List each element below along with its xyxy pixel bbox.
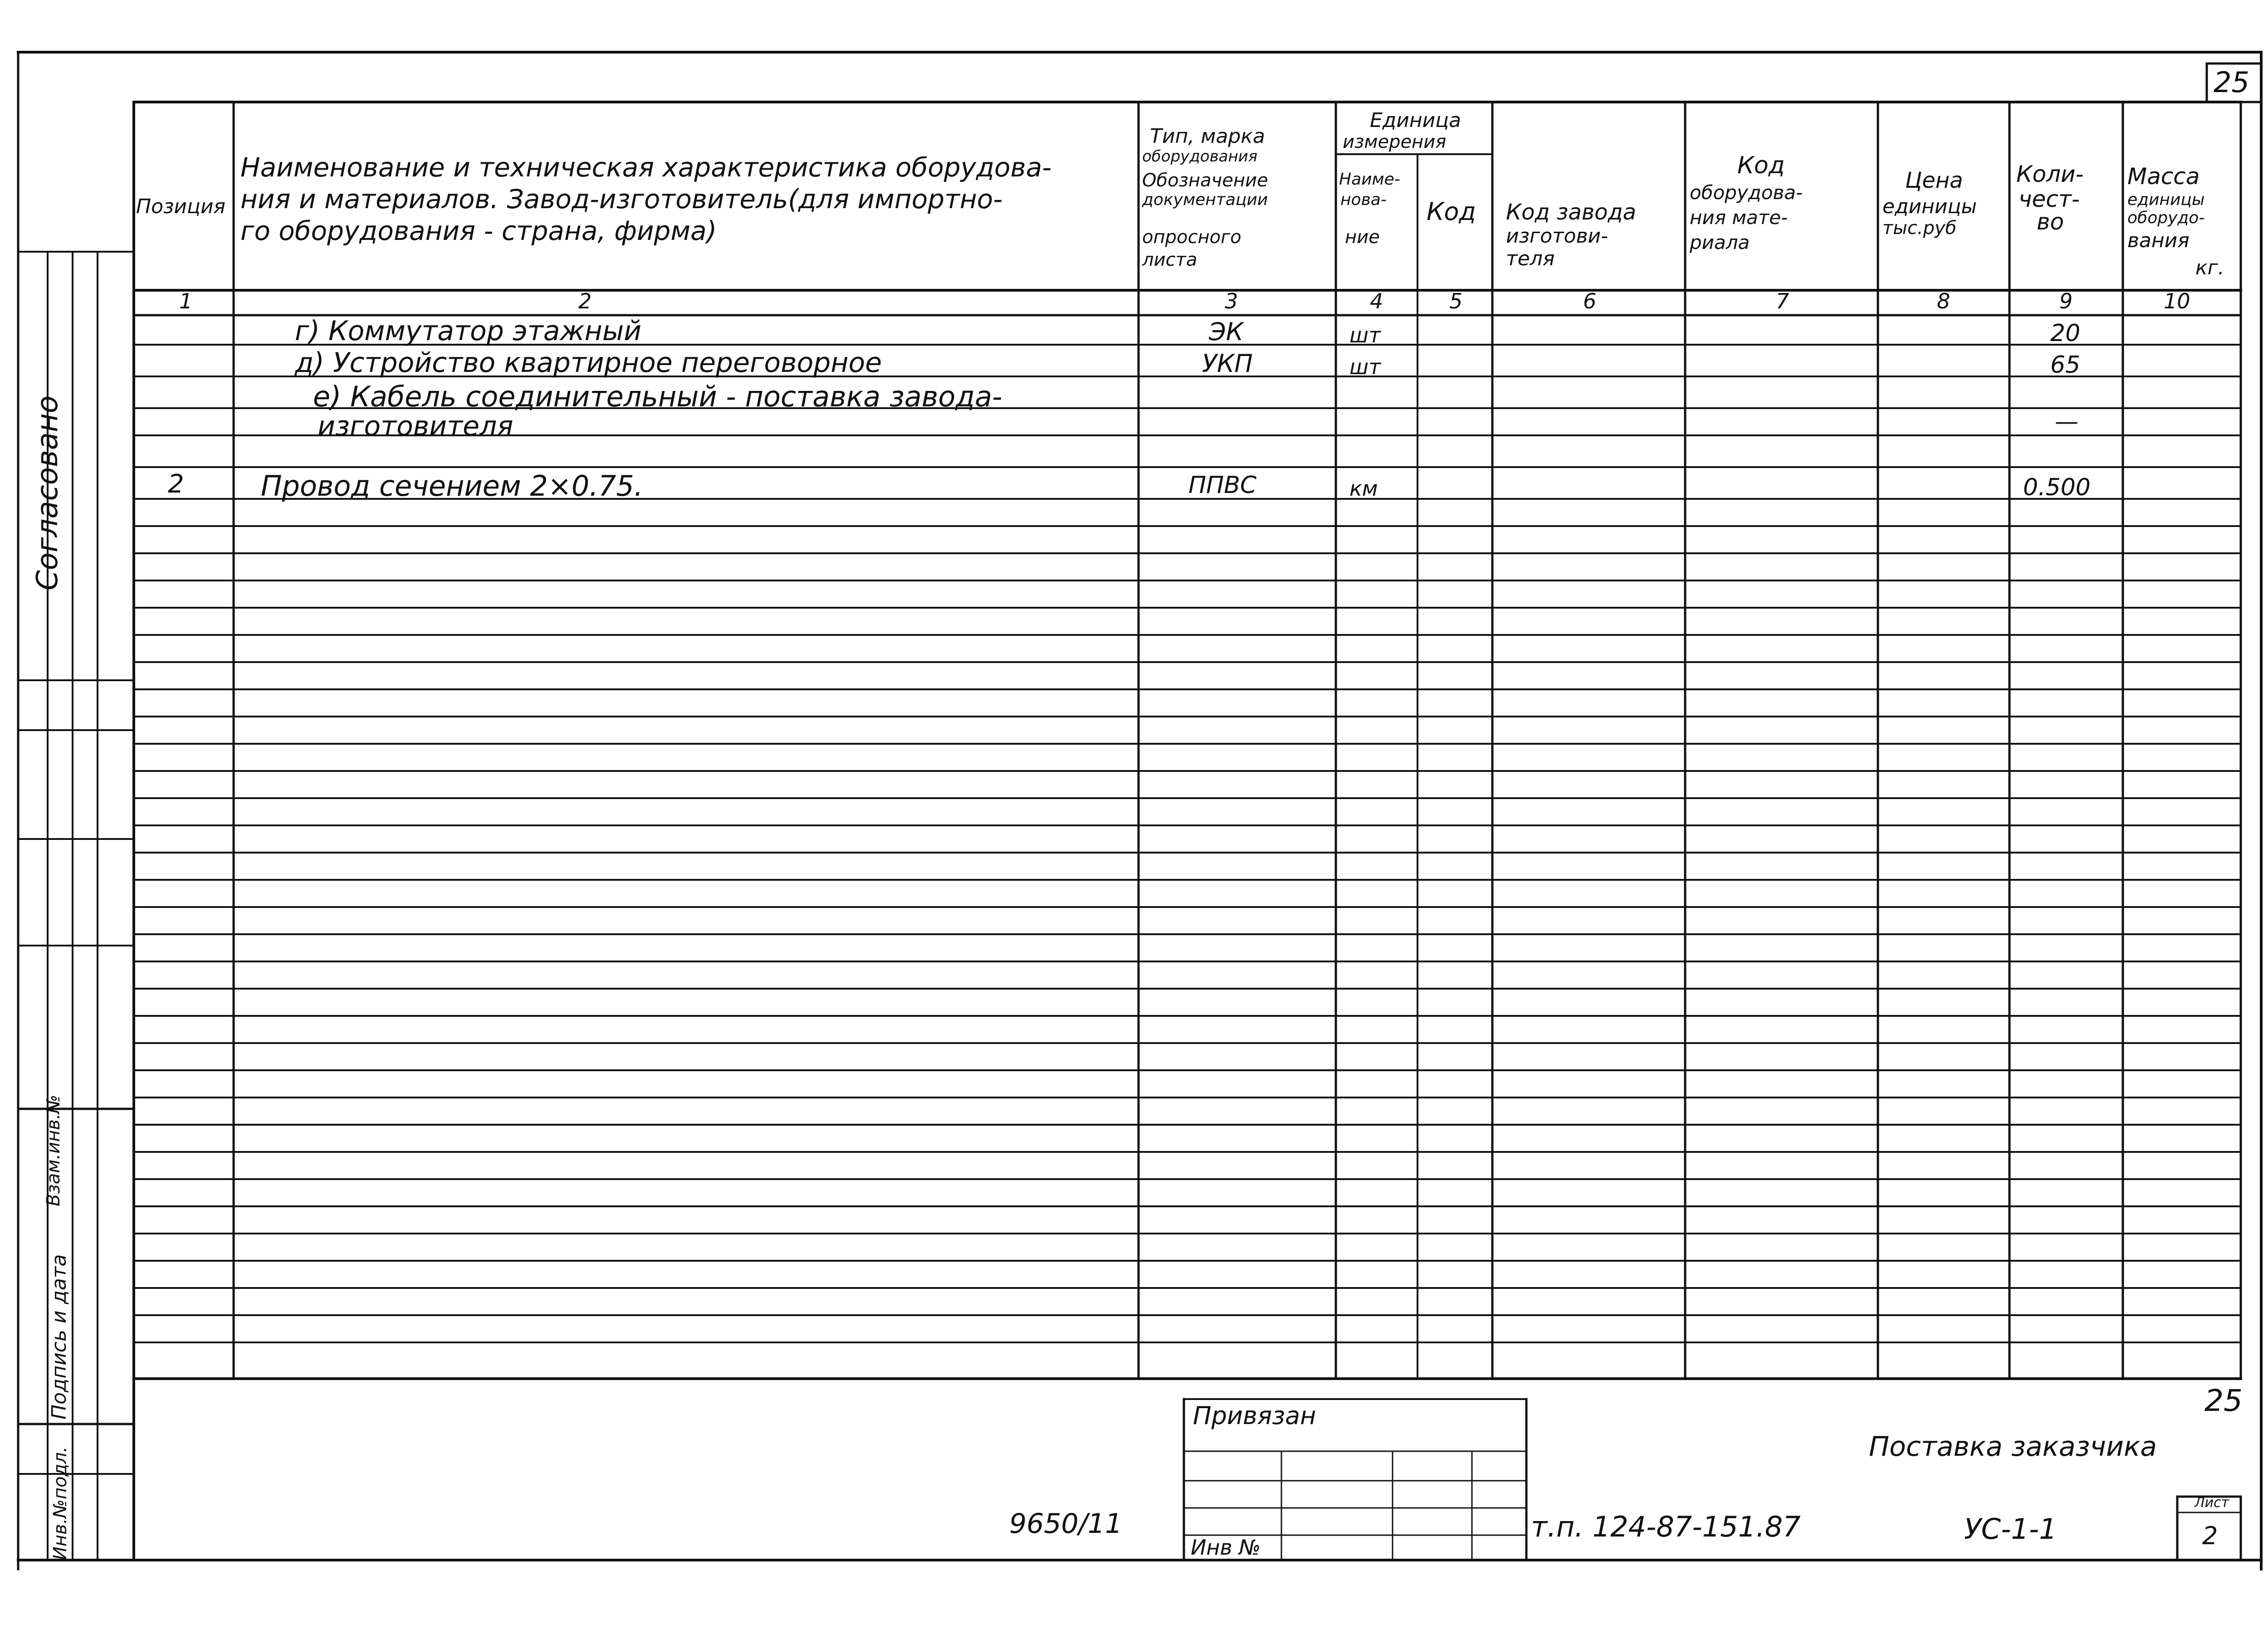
row-2-type: УКП <box>1202 349 1253 378</box>
row-1-unit: шт <box>1349 323 1381 347</box>
colnum-4: 4 <box>1370 289 1383 313</box>
row-1-qty: 20 <box>2050 320 2081 347</box>
row-1-name: г) Коммутатор этажный <box>295 315 642 347</box>
row-4-name: изготовителя <box>318 410 513 442</box>
header-col2-line3: го оборудования - страна, фирма) <box>240 215 717 246</box>
header-col6-line1: Код завода <box>1506 200 1637 225</box>
side-sign-date: Подпись и дата <box>48 1254 71 1419</box>
header-col4-line2: нова- <box>1340 190 1387 209</box>
title-sheet-value: 2 <box>2202 1522 2218 1550</box>
row-3-name: е) Кабель соединительный - поставка завода- <box>313 380 1002 413</box>
header-col4-line3: ние <box>1345 227 1380 248</box>
row-2-unit: шт <box>1349 355 1381 379</box>
header-col1: Позиция <box>136 195 226 218</box>
header-col5: Код <box>1427 197 1476 226</box>
colnum-7: 7 <box>1776 289 1789 313</box>
title-inv-no: Инв № <box>1191 1535 1261 1560</box>
header-col6-line3: теля <box>1506 247 1555 270</box>
header-col10-line1: Масса <box>2127 163 2200 190</box>
colnum-3: 3 <box>1225 289 1238 313</box>
header-col7-line4: риала <box>1690 231 1750 254</box>
header-col3-line1: Тип, марка <box>1150 125 1265 148</box>
colnum-2: 2 <box>578 289 592 313</box>
header-col3-line3: Обозначение <box>1142 170 1268 191</box>
title-page-num: 25 <box>2204 1383 2243 1418</box>
title-sheet-label: Лист <box>2195 1495 2229 1511</box>
colnum-9: 9 <box>2059 289 2073 313</box>
title-project: т.п. 124-87-151.87 <box>1531 1510 1801 1543</box>
colnum-5: 5 <box>1449 289 1463 313</box>
header-col8-line2: единицы <box>1882 195 1977 218</box>
colnum-6: 6 <box>1583 289 1597 313</box>
header-col3-line4: документации <box>1142 190 1268 209</box>
colnum-8: 8 <box>1937 289 1950 313</box>
colnum-10: 10 <box>2164 289 2190 313</box>
row-5-unit: км <box>1349 476 1378 501</box>
side-agreed: Согласовано <box>30 395 64 590</box>
header-col3-line5: опросного <box>1142 227 1242 248</box>
header-col2-line1: Наименование и техническая характеристика оборудова- <box>240 152 1052 183</box>
title-drawing-ref: 9650/11 <box>1009 1508 1123 1540</box>
row-4-qty: — <box>2055 408 2078 435</box>
header-col2-line2: ния и материалов. Завод-изготовитель(для импортно- <box>240 184 1003 215</box>
header-col9-line1: Коли- <box>2016 161 2084 187</box>
row-5-pos: 2 <box>168 469 184 499</box>
row-5-type: ППВС <box>1188 472 1257 499</box>
header-col6-line2: изготови- <box>1506 224 1608 248</box>
title-supply: Поставка заказчика <box>1869 1431 2157 1463</box>
colnum-1: 1 <box>179 289 193 313</box>
header-col8-line1: Цена <box>1905 168 1963 193</box>
title-bound: Привязан <box>1193 1401 1316 1430</box>
header-unit-group2: измерения <box>1343 132 1447 152</box>
row-1-type: ЭК <box>1209 317 1244 346</box>
header-col9-line3: во <box>2037 209 2064 235</box>
header-col3-line6: листа <box>1142 249 1198 270</box>
header-col7-line1: Код <box>1737 152 1785 179</box>
side-inv-orig: Инв.№подл. <box>50 1446 71 1560</box>
row-2-qty: 65 <box>2050 351 2081 379</box>
row-5-name: Провод сечением 2×0.75. <box>261 469 643 502</box>
side-inv-repl: Взам.инв.№ <box>43 1094 64 1206</box>
header-col8-line3: тыс.руб <box>1882 218 1957 239</box>
header-col10-line4: вания <box>2127 229 2190 252</box>
row-5-qty: 0.500 <box>2023 474 2091 501</box>
header-col7-line2: оборудова- <box>1690 181 1803 204</box>
header-col9-line2: чест- <box>2019 186 2080 212</box>
header-col4-line1: Наиме- <box>1339 170 1400 189</box>
header-col7-line3: ния мате- <box>1690 206 1788 229</box>
sheet-number-top: 25 <box>2214 66 2249 99</box>
header-col10-line2: единицы <box>2127 190 2205 209</box>
row-2-name: д) Устройство квартирное переговорное <box>295 347 882 379</box>
header-col10-line3: оборудо- <box>2127 209 2205 227</box>
header-unit-group: Единица <box>1370 109 1461 132</box>
header-col10-line5: кг. <box>2195 256 2224 279</box>
title-doc-code: УС-1-1 <box>1964 1512 2057 1546</box>
header-col3-line2: оборудования <box>1142 147 1258 166</box>
